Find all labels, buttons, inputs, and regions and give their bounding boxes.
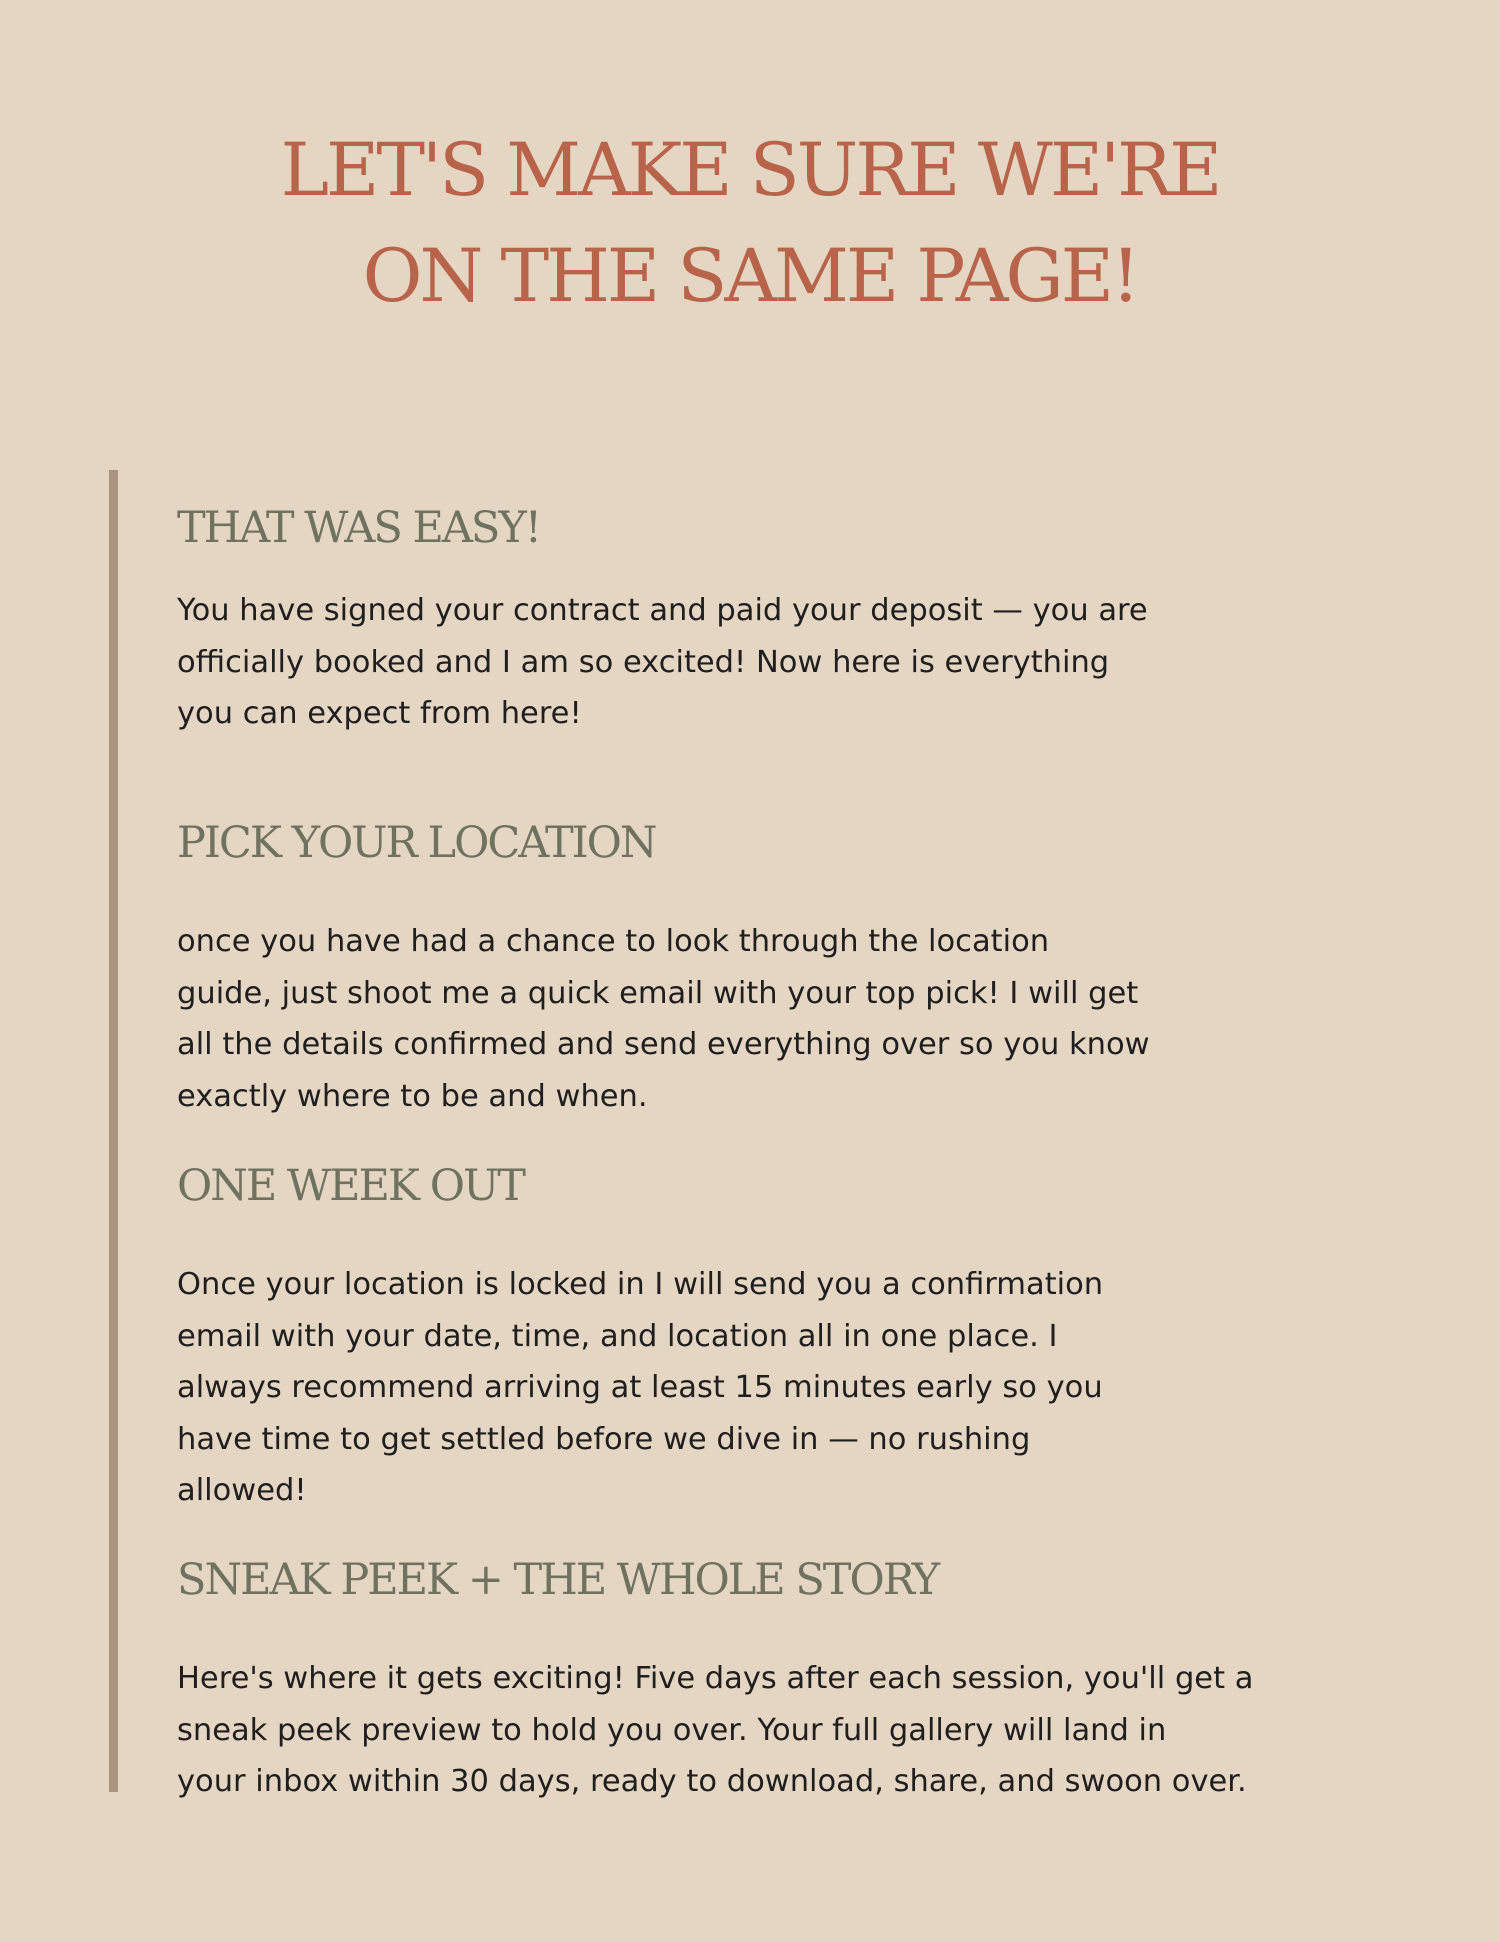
- section-body-pick-your-location: [177, 916, 1150, 1122]
- page-title: [0, 118, 1500, 330]
- vertical-divider: [109, 470, 118, 1792]
- body-line: always recommend arriving at least 15 minutes early so you: [177, 1370, 1103, 1405]
- body-line: Here's where it gets exciting! Five days after each session, you'll get a: [177, 1661, 1254, 1696]
- body-line: allowed!: [177, 1473, 307, 1508]
- body-line: guide, just shoot me a quick email with your top pick! I will get: [177, 975, 1139, 1011]
- page-title-line-2: ON THE SAME PAGE!: [362, 234, 1138, 319]
- body-line: once you have had a chance to look through the location: [177, 924, 1050, 959]
- body-line: officially booked and I am so excited! Now here is everything: [177, 644, 1110, 680]
- section-body-that-was-easy: [177, 585, 1148, 740]
- body-line: Once your location is locked in I will send you a confirmation: [177, 1267, 1104, 1302]
- body-line: sneak peek preview to hold you over. Your full gallery will land in: [177, 1712, 1167, 1748]
- body-line: all the details confirmed and send everything over so you know: [177, 1027, 1150, 1062]
- section-heading-sneak-peek: SNEAK PEEK + THE WHOLE STORY: [177, 1555, 939, 1605]
- section-body-sneak-peek: [177, 1653, 1253, 1808]
- body-line: you can expect from here!: [177, 696, 582, 731]
- body-line: have time to get settled before we dive in — no rushing: [177, 1421, 1031, 1457]
- body-line: email with your date, time, and location all in one place. I: [177, 1318, 1058, 1354]
- body-line: your inbox within 30 days, ready to download, share, and swoon over.: [177, 1764, 1247, 1799]
- body-line: You have signed your contract and paid your deposit — you are: [177, 593, 1148, 628]
- section-heading-that-was-easy: THAT WAS EASY!: [177, 503, 541, 553]
- page-title-line-1: LET'S MAKE SURE WE'RE: [280, 128, 1220, 213]
- section-body-one-week-out: [177, 1259, 1103, 1517]
- body-line: exactly where to be and when.: [177, 1078, 648, 1114]
- section-heading-pick-your-location: PICK YOUR LOCATION: [177, 818, 656, 868]
- section-heading-one-week-out: ONE WEEK OUT: [177, 1161, 524, 1211]
